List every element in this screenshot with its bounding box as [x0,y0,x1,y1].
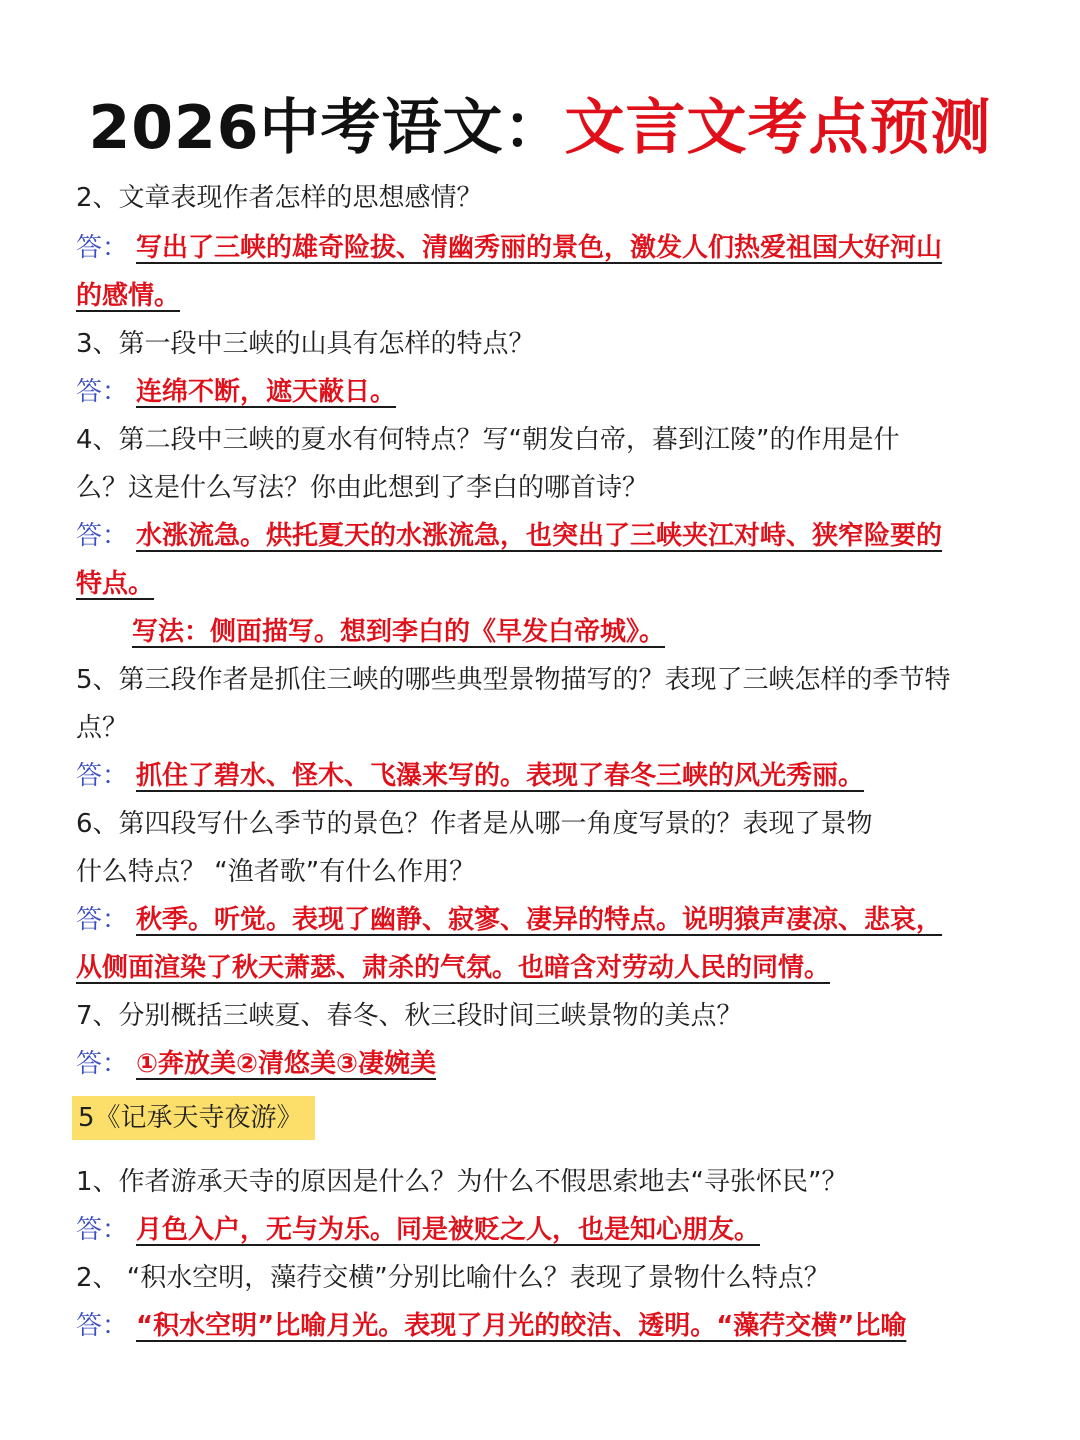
question-2: 2、文章表现作者怎样的思想感情？ [76,183,483,213]
question-6-line-2: 什么特点？ “渔者歌”有什么作用？ [76,857,476,887]
answer-3 [76,374,1010,410]
answer-6-line-1: 秋季。听觉。表现了幽静、寂寥、凄异的特点。说明猿声凄凉、悲哀， [136,905,943,935]
section-answer-2 [76,1308,1010,1344]
answer-2 [76,230,1010,266]
section-answer-2-text: “积水空明”比喻月光。表现了月光的皎洁、透明。“藻荇交横”比喻 [136,1311,907,1341]
section-answer-1 [76,1212,1010,1248]
answer-4-line-2: 特点。 [76,569,155,599]
answer-4-method [132,614,1010,650]
answer-5-text: 抓住了碧水、怪木、飞瀑来写的。表现了春冬三峡的风光秀丽。 [136,761,865,791]
section-question-2: 2、 “积水空明，藻荇交横”分别比喻什么？表现了景物什么特点？ [76,1263,830,1293]
answer-4-line-1: 水涨流急。烘托夏天的水涨流急，也突出了三峡夹江对峙、狭窄险要的 [136,521,943,551]
answer-2-line-2: 的感情。 [76,281,181,311]
answer-label: 答： [76,377,129,407]
question-5-line-1: 5、第三段作者是抓住三峡的哪些典型景物描写的？表现了三峡怎样的季节特 [76,665,951,695]
question-4-line-1: 4、第二段中三峡的夏水有何特点？写“朝发白帝，暮到江陵”的作用是什 [76,425,900,455]
answer-label: 答： [76,1049,129,1079]
section-answer-1-text: 月色入户，无与为乐。同是被贬之人，也是知心朋友。 [136,1215,761,1245]
answer-label: 答： [76,1215,129,1245]
answer-5 [76,758,1010,794]
answer-6-cont [76,950,1010,986]
answer-2-cont [76,278,1010,314]
answer-label: 答： [76,233,129,263]
answer-4-cont [76,566,1010,602]
answer-label: 答： [76,905,129,935]
answer-2-line-1: 写出了三峡的雄奇险拔、清幽秀丽的景色，激发人们热爱祖国大好河山 [136,233,943,263]
answer-4 [76,518,1010,554]
section-heading: 5《记承天寺夜游》 [72,1096,315,1140]
answer-4-line-3: 写法：侧面描写。想到李白的《早发白帝城》。 [132,617,666,647]
section-question-1: 1、作者游承天寺的原因是什么？为什么不假思索地去“寻张怀民”？ [76,1167,848,1197]
title-part-1: 2026中考语文： [88,93,565,163]
answer-6-line-2: 从侧面渲染了秋天萧瑟、肃杀的气氛。也暗含对劳动人民的同情。 [76,953,831,983]
answer-label: 答： [76,761,129,791]
question-4-line-2: 么？这是什么写法？你由此想到了李白的哪首诗？ [76,473,649,503]
title-part-2: 文言文考点预测 [564,93,992,163]
answer-7 [76,1046,1010,1082]
answer-6 [76,902,1010,938]
answer-3-text: 连绵不断，遮天蔽日。 [136,377,397,407]
question-7: 7、分别概括三峡夏、春冬、秋三段时间三峡景物的美点？ [76,1001,743,1031]
question-6-line-1: 6、第四段写什么季节的景色？作者是从哪一角度写景的？表现了景物 [76,809,873,839]
question-3: 3、第一段中三峡的山具有怎样的特点？ [76,329,535,359]
question-5-line-2: 点？ [76,713,129,743]
answer-label: 答： [76,521,129,551]
answer-7-text: ①奔放美②清悠美③凄婉美 [136,1049,437,1079]
answer-label: 答： [76,1311,129,1341]
page-title [0,88,1080,168]
